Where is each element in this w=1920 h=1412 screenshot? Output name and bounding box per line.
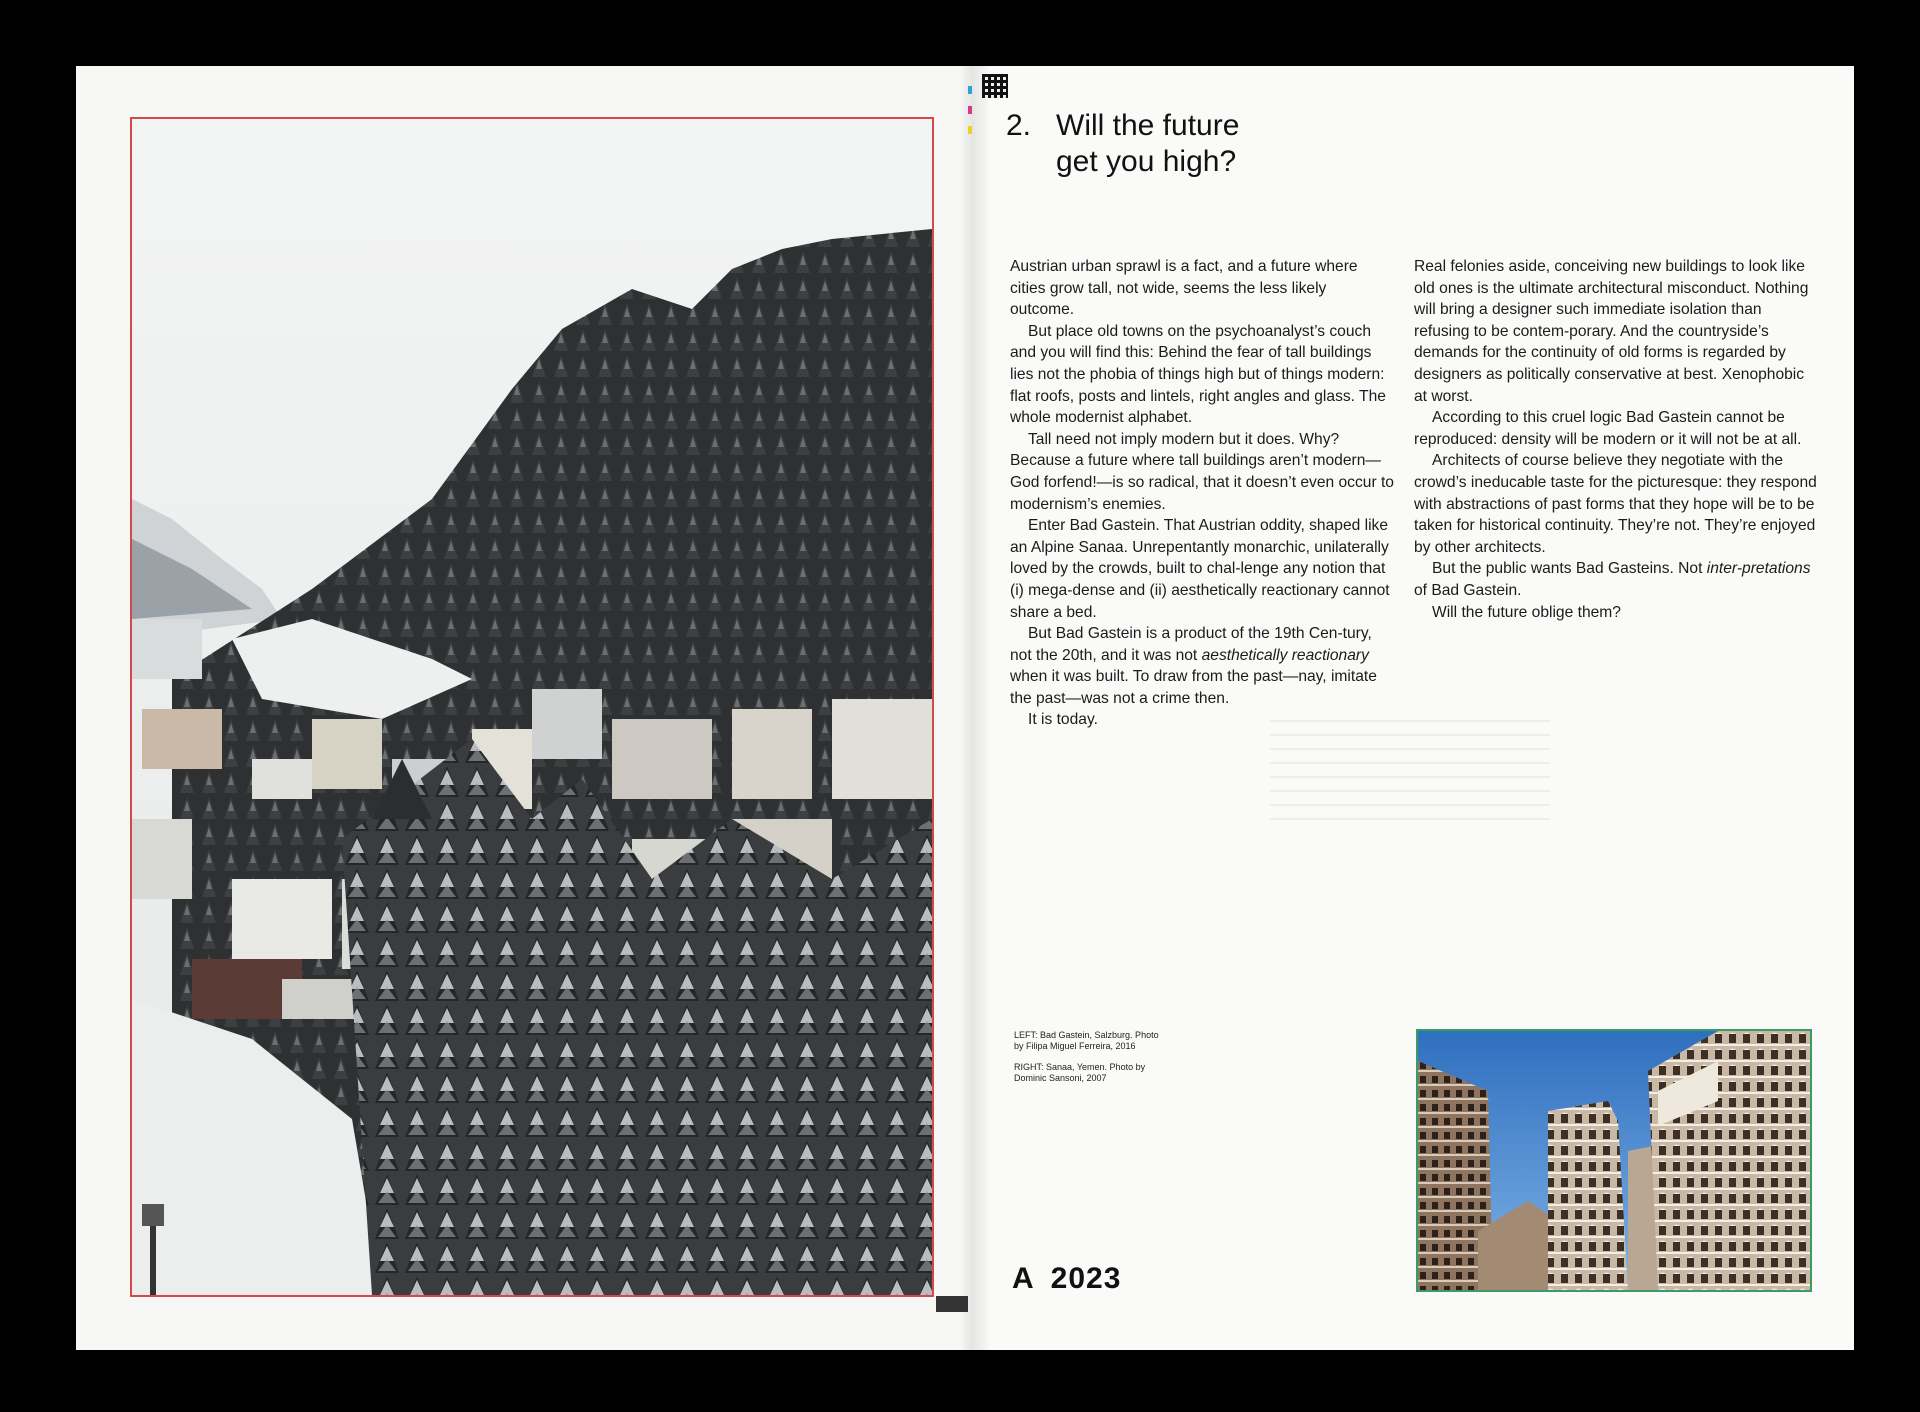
heading-number: 2.	[1006, 109, 1032, 142]
folio-letter: A	[1012, 1262, 1035, 1295]
paragraph: But place old towns on the psychoanalyst’s couch and you will find this: Behind the fear of tall buildings lies not the phobia of things high but of things modern: flat roofs, posts and lintels, right angles and glass. The whole modernist alphabet.	[1010, 322, 1386, 427]
heading-line2: get you high?	[1056, 145, 1237, 178]
paragraph: Real felonies aside, conceiving new buildings to look like old ones is the ultimate architectural misconduct. Nothing will bring a designer such immediate isolation than refusing to be contem-porary. And the countryside’s demands for the continuity of old forms is regarded by designers as politically conservative at best. Xenophobic at worst.	[1414, 258, 1809, 405]
body-column-right	[1414, 256, 1818, 623]
caption-left: LEFT: Bad Gastein, Salzburg. Photo by Filipa Miguel Ferreira, 2016	[1014, 1030, 1159, 1051]
folio-year: 2023	[1050, 1262, 1122, 1295]
folio	[1012, 1262, 1121, 1296]
paragraph: According to this cruel logic Bad Gastein cannot be reproduced: density will be modern or it will not be at all.	[1414, 409, 1802, 448]
photo-caption	[1014, 1030, 1164, 1094]
paragraph: But Bad Gastein is a product of the 19th Cen-tury, not the 20th, and it was not aesthetically reactionary when it was built. To draw from the past—nay, imitate the past—was not a crime then.	[1010, 625, 1377, 707]
paragraph: Will the future oblige them?	[1432, 603, 1621, 621]
qr-code-icon	[982, 74, 1008, 98]
heading-line1: Will the future	[1056, 109, 1240, 142]
bad-gastein-illustration	[132, 119, 932, 1295]
body-column-left	[1010, 256, 1394, 731]
caption-right: RIGHT: Sanaa, Yemen. Photo by Dominic Sansoni, 2007	[1014, 1062, 1146, 1083]
paragraph: Architects of course believe they negotiate with the crowd’s ineducable taste for the picturesque: they respond with abstractions of past forms that they hope will be to be taken for historical continuity. They’re not. They’re enjoyed by other architects.	[1414, 452, 1817, 556]
registration-marks	[968, 86, 974, 146]
registration-tab	[936, 1296, 968, 1312]
gutter	[960, 66, 988, 1350]
paragraph: Tall need not imply modern but it does. Why? Because a future where tall buildings aren’t modern—God forfend!—is so radical, that it doesn’t even occur to modernism’s enemies.	[1010, 430, 1394, 513]
paragraph: Austrian urban sprawl is a fact, and a future where cities grow tall, not wide, seems the less likely outcome.	[1010, 258, 1358, 319]
paragraph: It is today.	[1028, 711, 1098, 729]
show-through-ghost	[1270, 720, 1550, 830]
page-heading	[1006, 108, 1239, 180]
sanaa-illustration	[1418, 1031, 1810, 1290]
photo-sanaa	[1416, 1029, 1812, 1292]
paragraph: But the public wants Bad Gasteins. Not inter-pretations of Bad Gastein.	[1414, 560, 1811, 599]
photo-bad-gastein	[130, 117, 934, 1297]
paragraph: Enter Bad Gastein. That Austrian oddity, shaped like an Alpine Sanaa. Unrepentantly monarchic, unilaterally loved by the crowds, built to chal-lenge any notion that (i) mega-dense and (ii) aesthetically reactionary cannot share a bed.	[1010, 517, 1390, 621]
